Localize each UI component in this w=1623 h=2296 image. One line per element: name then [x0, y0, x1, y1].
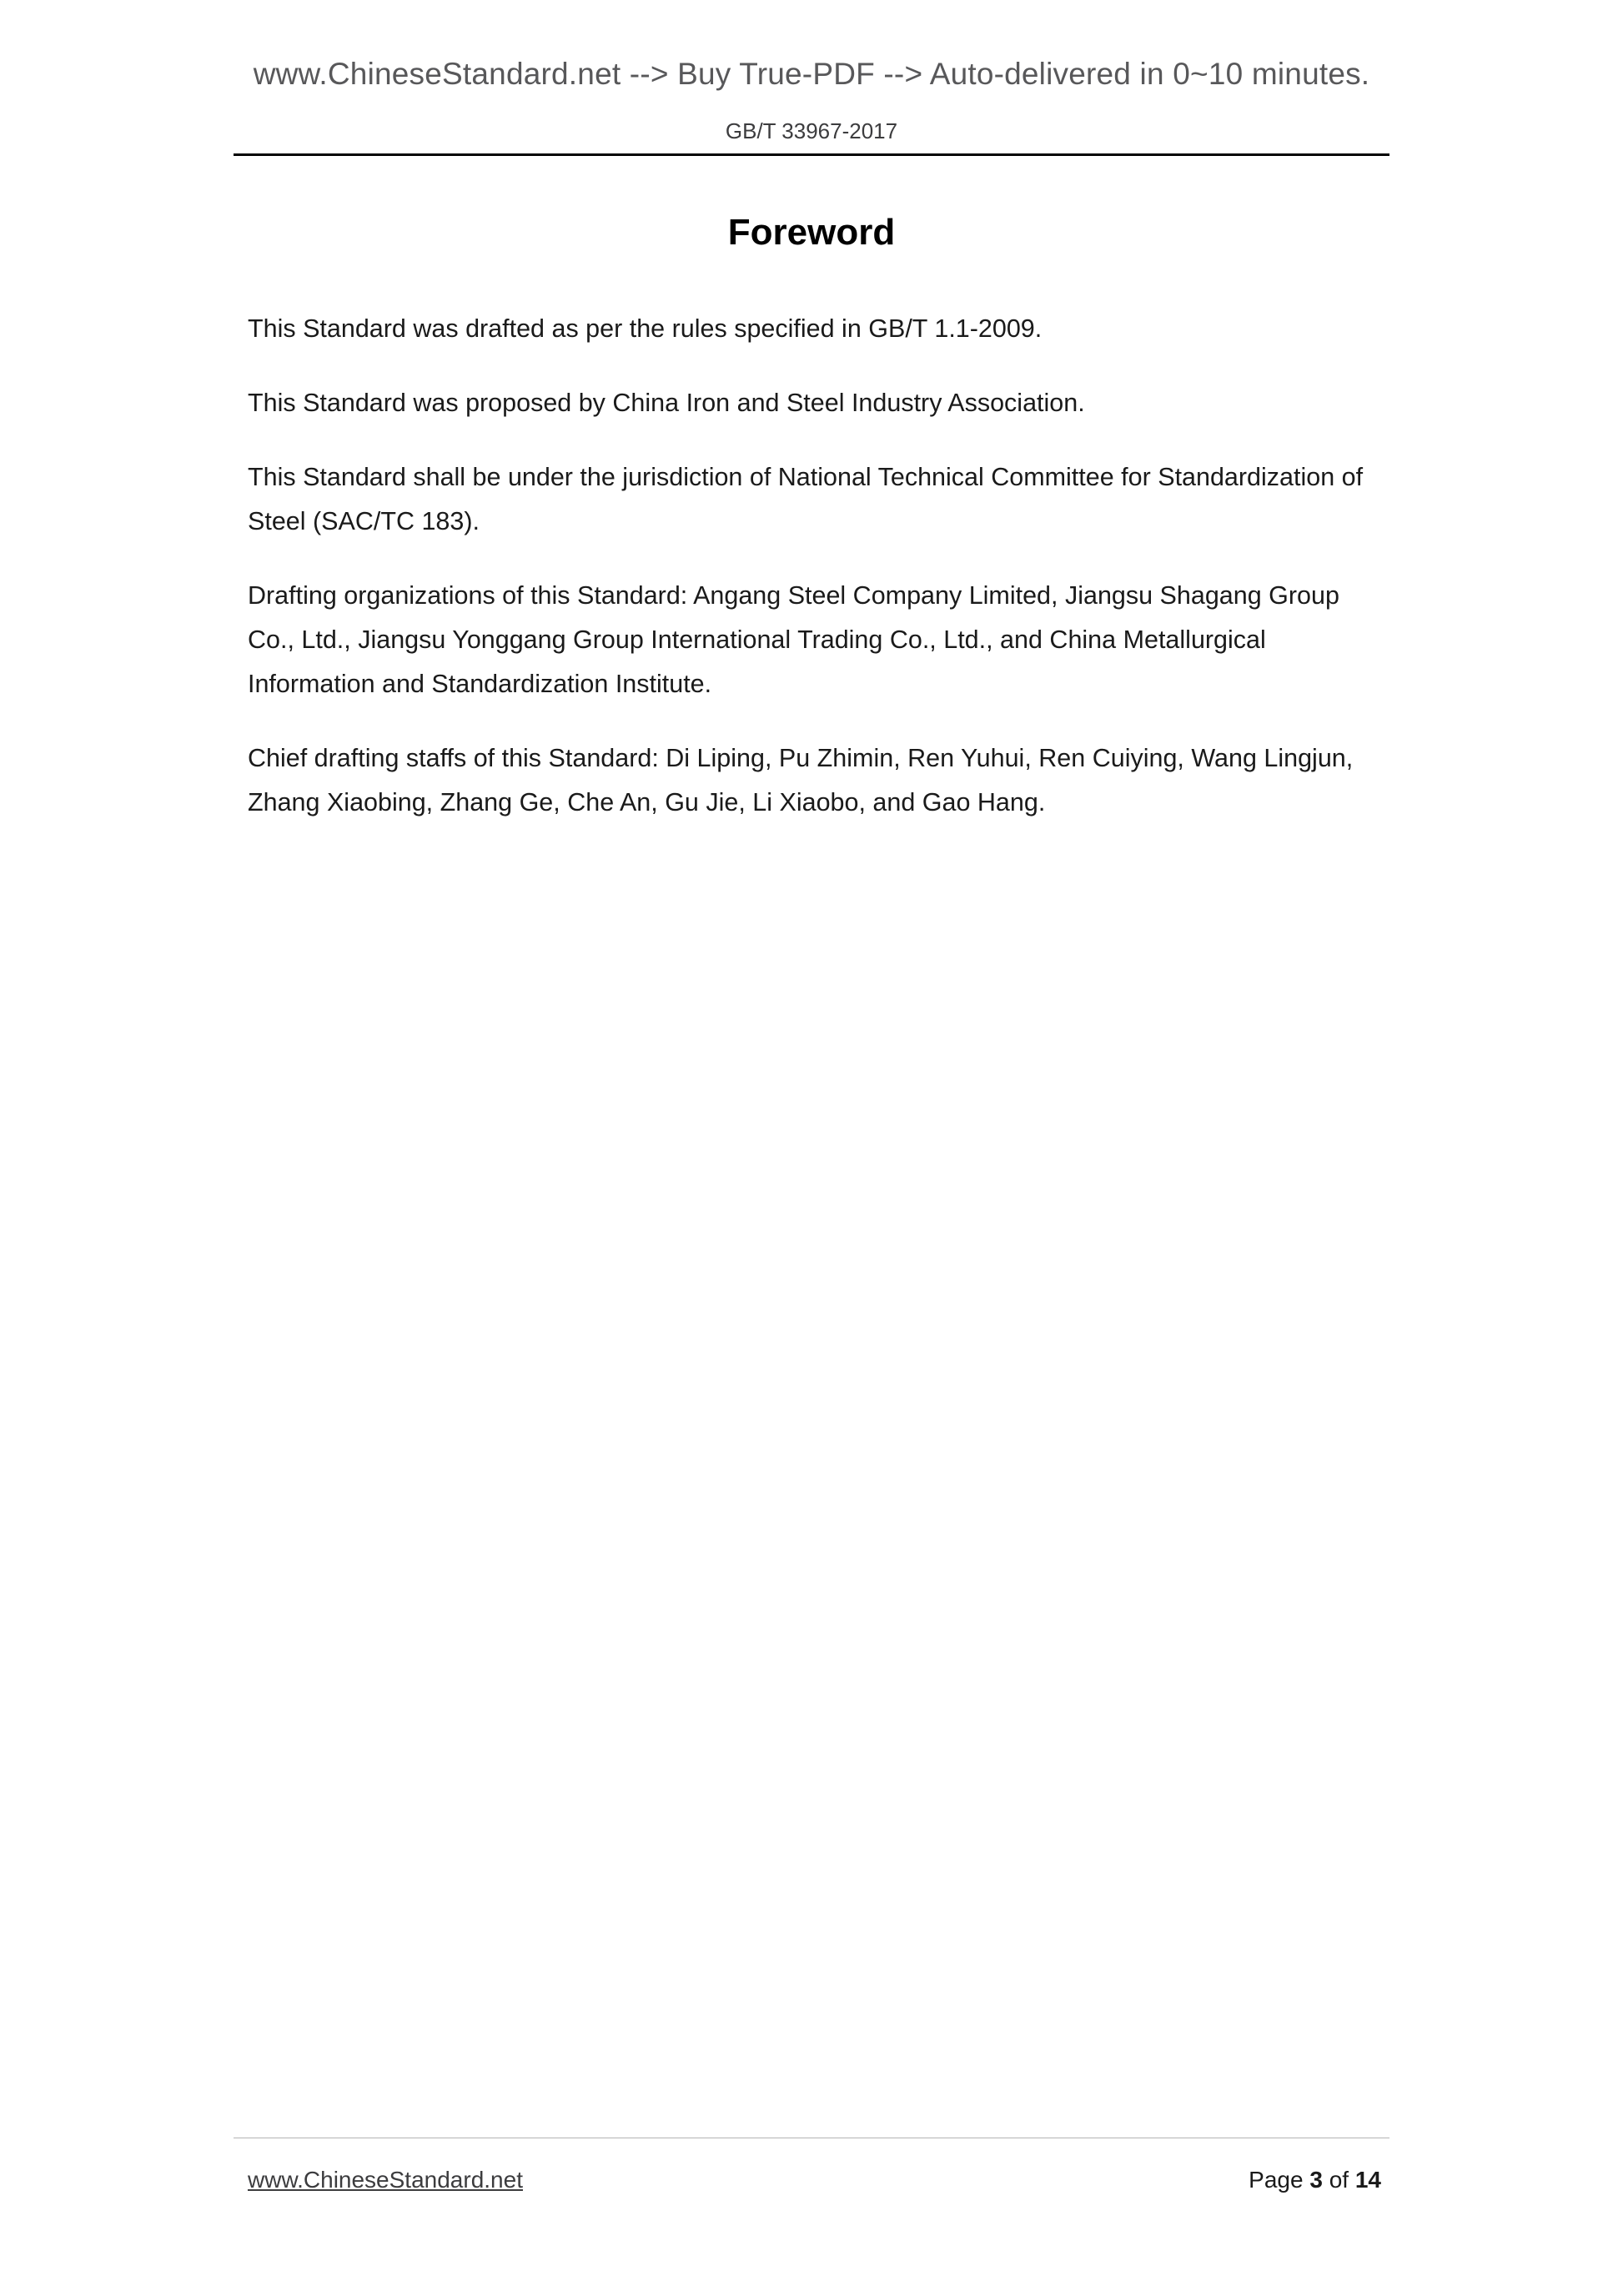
paragraph: This Standard was drafted as per the rules specified in GB/T 1.1-2009. [248, 314, 1043, 343]
paragraph: This Standard was proposed by China Iron and Steel Industry Association. [248, 389, 1085, 417]
footer-page-indicator [1249, 2167, 1381, 2193]
page-label-middle: of [1322, 2167, 1355, 2193]
page-number-current: 3 [1309, 2167, 1323, 2193]
standard-number: GB/T 33967-2017 [725, 118, 898, 143]
paragraph: Drafting organizations of this Standard: Angang Steel Company Limited, Jiangsu Shagang Group Co., Ltd., Jiangsu Yonggang Group International Trading Co., Ltd., and China Metallurgical Information and Standardization Institute. [248, 581, 1339, 698]
foreword-body [248, 307, 1382, 855]
header-divider [234, 153, 1389, 156]
watermark-banner: www.ChineseStandard.net --> Buy True-PDF --> Auto-delivered in 0~10 minutes. [253, 57, 1370, 91]
paragraph: This Standard shall be under the jurisdiction of National Technical Committee for Standardization of Steel (SAC/TC 183). [248, 463, 1364, 535]
page-title: Foreword [727, 212, 896, 253]
page-label-prefix: Page [1249, 2167, 1310, 2193]
page-number-total: 14 [1354, 2167, 1381, 2193]
paragraph: Chief drafting staffs of this Standard: Di Liping, Pu Zhimin, Ren Yuhui, Ren Cuiying, Wang Lingjun, Zhang Xiaobing, Zhang Ge, Che An, Gu Jie, Li Xiaobo, and Gao Hang. [248, 744, 1354, 816]
footer-site-link[interactable]: www.ChineseStandard.net [248, 2167, 523, 2193]
